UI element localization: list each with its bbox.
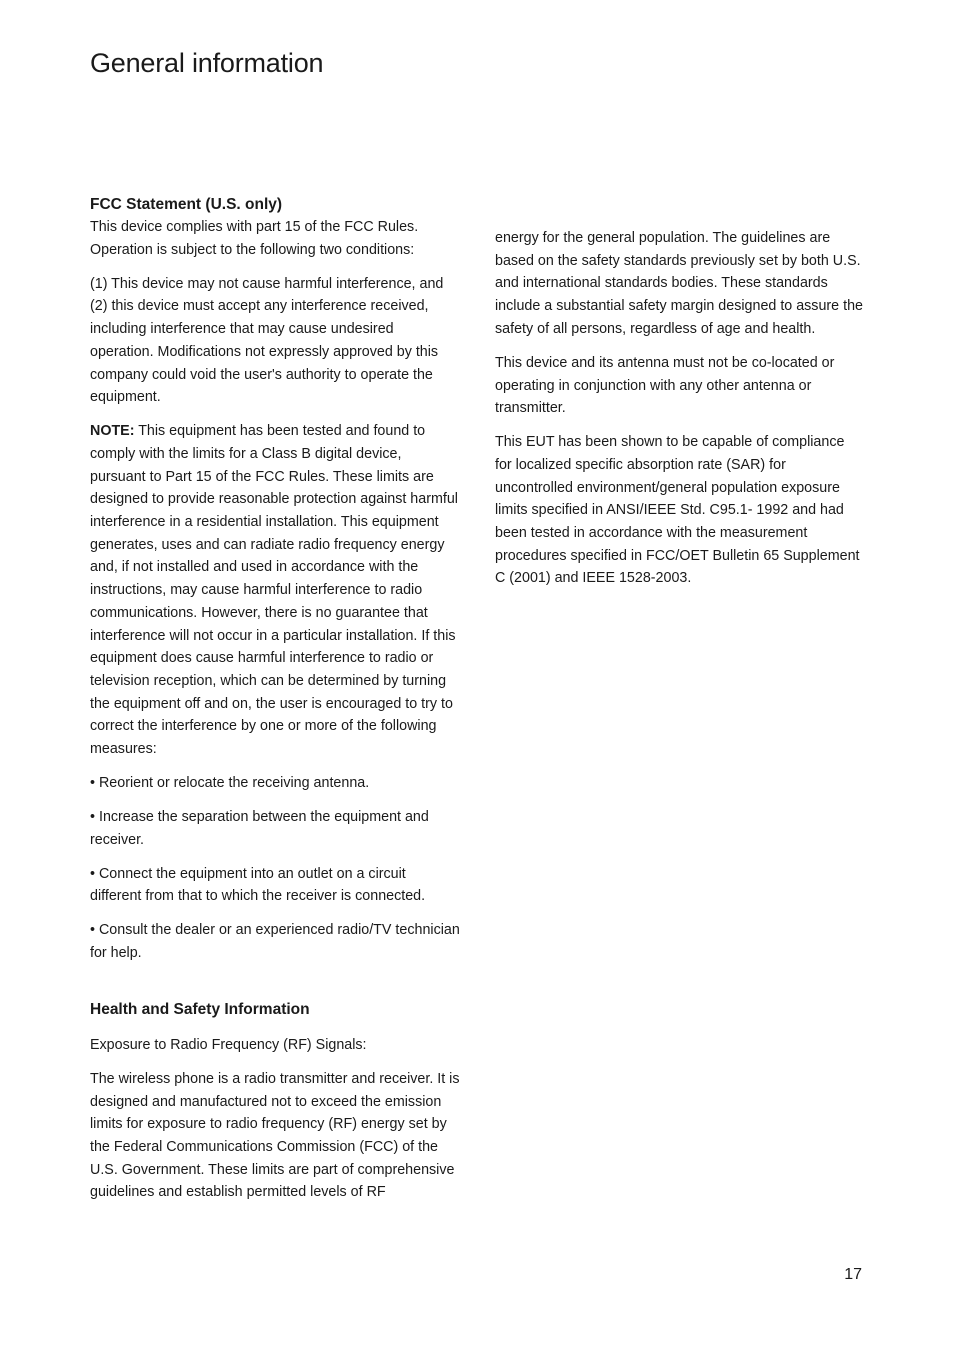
health-body: The wireless phone is a radio transmitter and receiver. It is designed and manufactured not to exceed the emission limits for exposure to radio frequency (RF) energy set by the Federal Communications Commission (FCC) of the U.S. Government. These limits are part of comprehensive guidelines and establish permitted levels of RF [90, 1070, 460, 1201]
fcc-intro: This device complies with part 15 of the FCC Rules. Operation is subject to the following two conditions: [90, 219, 419, 258]
fcc-conditions: (1) This device may not cause harmful interference, and (2) this device must accept any interference received, including interference that may cause undesired operation. Modifications not expressly approved by this company could void the user's authority to operate the equipment. [90, 275, 444, 406]
measure-item: • Increase the separation between the equipment and receiver. [90, 809, 429, 848]
right-continuation: energy for the general population. The guidelines are based on the safety standards previously set by both U.S. and international standards bodies. These standards include a substantial safety margin designed to assure the safety of all persons, regardless of age and health. [495, 230, 863, 337]
fcc-heading: FCC Statement (U.S. only) [90, 196, 283, 213]
note-text: This equipment has been tested and found to comply with the limits for a Class B digital device, pursuant to Part 15 of the FCC Rules. These limits are designed to provide reasonable protection against harmful interference in a residential installation. This equipment generates, uses and can radiate radio frequency energy and, if not installed and used in accordance with the instructions, may cause harmful interference to radio communications. However, there is no guarantee that interference will not occur in a particular installation. If this equipment does cause harmful interference to radio or television reception, which can be determined by turning the equipment off and on, the user is encouraged to try to correct the interference by one or more of the following measures: [90, 423, 458, 758]
measure-item: • Consult the dealer or an experienced radio/TV technician for help. [90, 922, 460, 962]
right-column [495, 227, 865, 601]
right-colocation: This device and its antenna must not be co-located or operating in conjunction with any other antenna or transmitter. [495, 354, 835, 417]
measure-item: • Reorient or relocate the receiving antenna. [90, 775, 370, 792]
health-heading: Health and Safety Information [90, 1000, 310, 1018]
page-title: General information [90, 48, 324, 78]
page-number: 17 [844, 1266, 862, 1283]
fcc-note [90, 420, 460, 761]
measure-item: • Connect the equipment into an outlet on a circuit different from that to which the receiver is connected. [90, 865, 426, 905]
right-sar: This EUT has been shown to be capable of compliance for localized specific absorption rate (SAR) for uncontrolled environment/general population exposure limits specified in ANSI/IEEE Std. C95.1- 1992 and had been tested in accordance with the measurement procedures specified in FCC/OET Bulletin 65 Supplement C (2001) and IEEE 1528-2003. [495, 434, 860, 587]
left-column [90, 194, 460, 1215]
health-exposure: Exposure to Radio Frequency (RF) Signals: [90, 1036, 367, 1053]
note-label: NOTE: [90, 423, 135, 440]
